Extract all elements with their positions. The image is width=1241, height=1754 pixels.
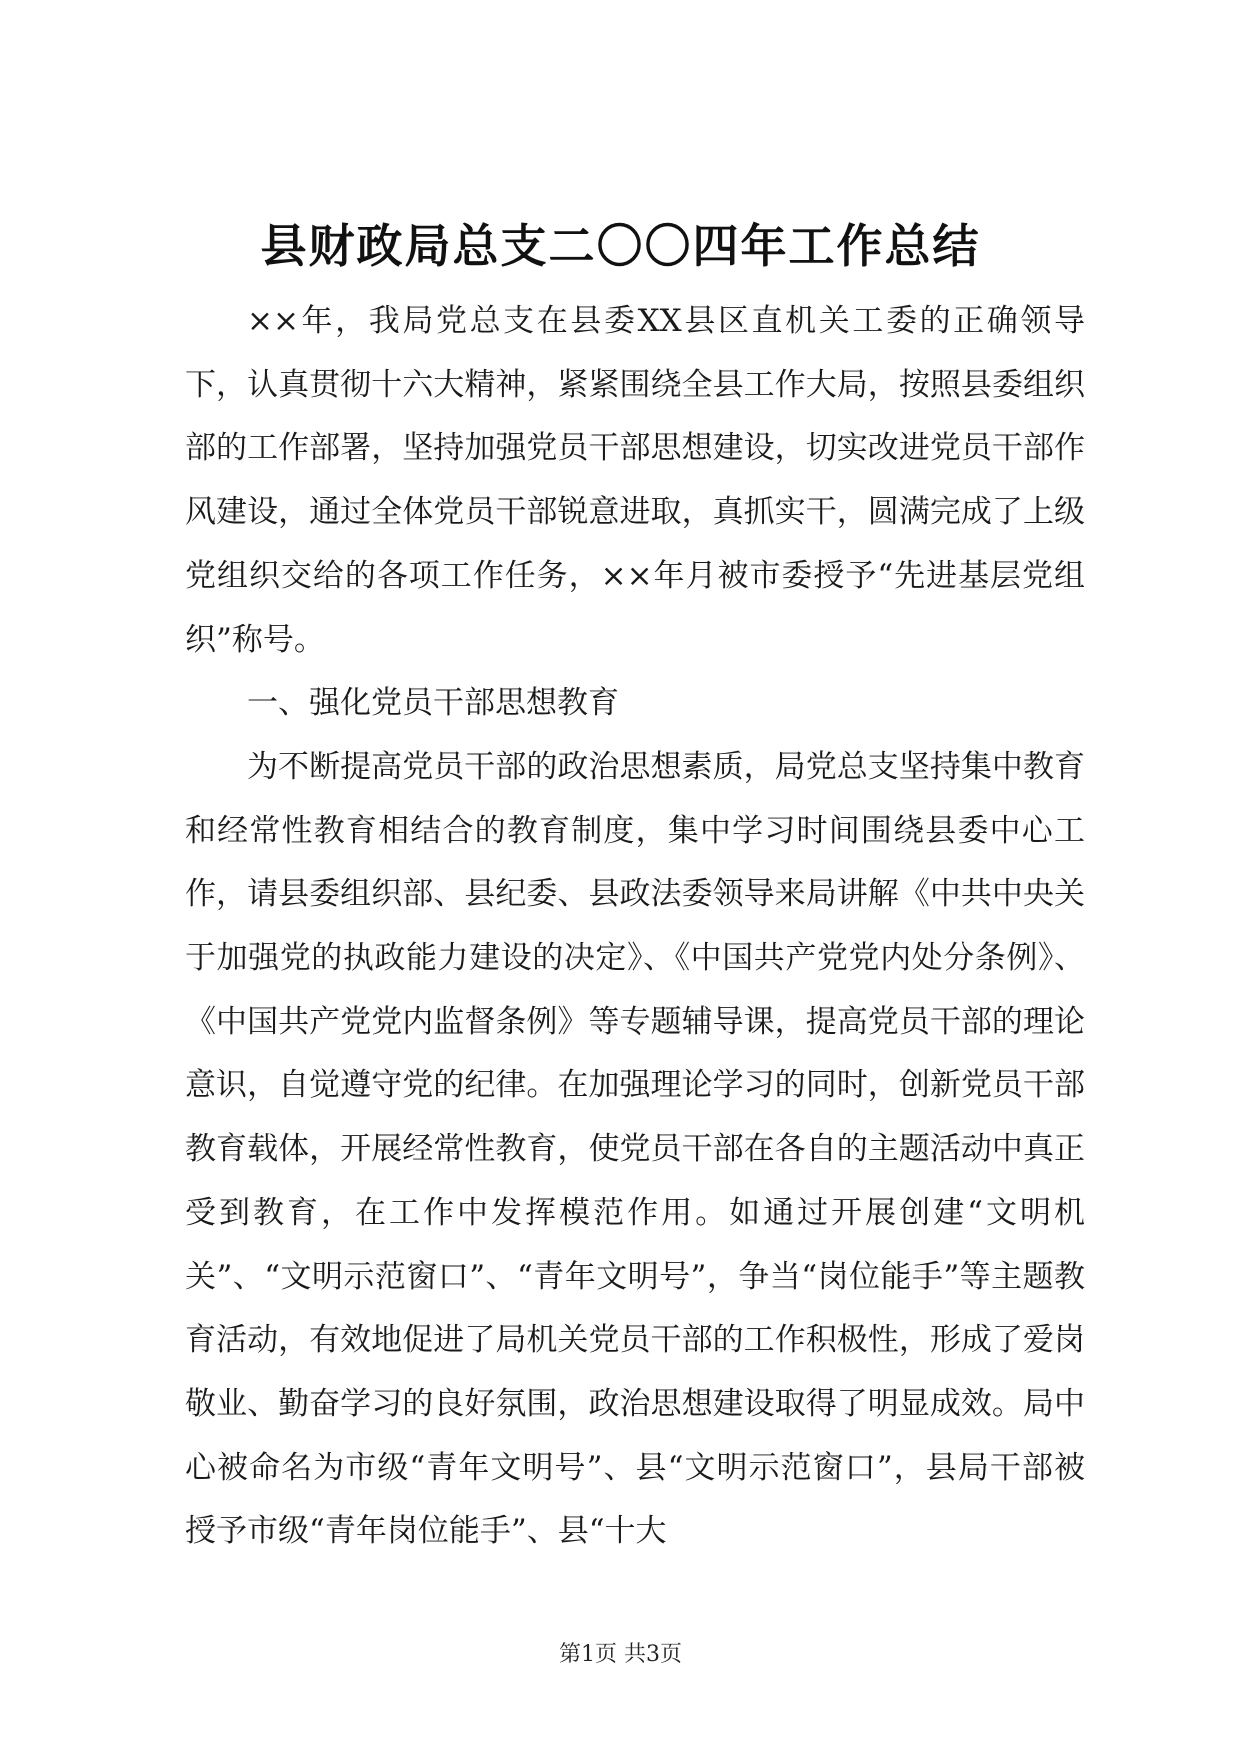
document-title: 县财政局总支二〇〇四年工作总结 xyxy=(260,219,981,273)
intro-paragraph: ××年，我局党总支在县委XX县区直机关工委的正确领导下，认真贯彻十六大精神，紧紧围绕全县工作大局，按照县委组织部的工作部署，坚持加强党员干部思想建设，切实改进党员干部作风建设，通过全体党员干部锐意进取，真抓实干，圆满完成了上级党组织交给的各项工作任务，××年月被市委授予“先进基层党组织”称号。 xyxy=(185,303,1085,658)
section-paragraph: 为不断提高党员干部的政治思想素质，局党总支坚持集中教育和经常性教育相结合的教育制度，集中学习时间围绕县委中心工作，请县委组织部、县纪委、县政法委领导来局讲解《中共中央关于加强党的执政能力建设的决定》、《中国共产党党内处分条例》、《中国共产党党内监督条例》等专题辅导课，提高党员干部的理论意识，自觉遵守党的纪律。在加强理论学习的同时，创新党员干部教育载体，开展经常性教育，使党员干部在各自的主题活动中真正受到教育，在工作中发挥模范作用。如通过开展创建“文明机关”、“文明示范窗口”、“青年文明号”，争当“岗位能手”等主题教育活动，有效地促进了局机关党员干部的工作积极性，形成了爱岗敬业、勤奋学习的良好氛围，政治思想建设取得了明显成效。局中心被命名为市级“青年文明号”、县“文明示范窗口”，县局干部被授予市级“青年岗位能手”、县“十大 xyxy=(185,748,1085,1550)
page-footer: 第1页 共3页 xyxy=(559,1642,682,1667)
document-body xyxy=(185,290,1085,1564)
section-heading: 一、强化党员干部思想教育 xyxy=(247,685,619,722)
